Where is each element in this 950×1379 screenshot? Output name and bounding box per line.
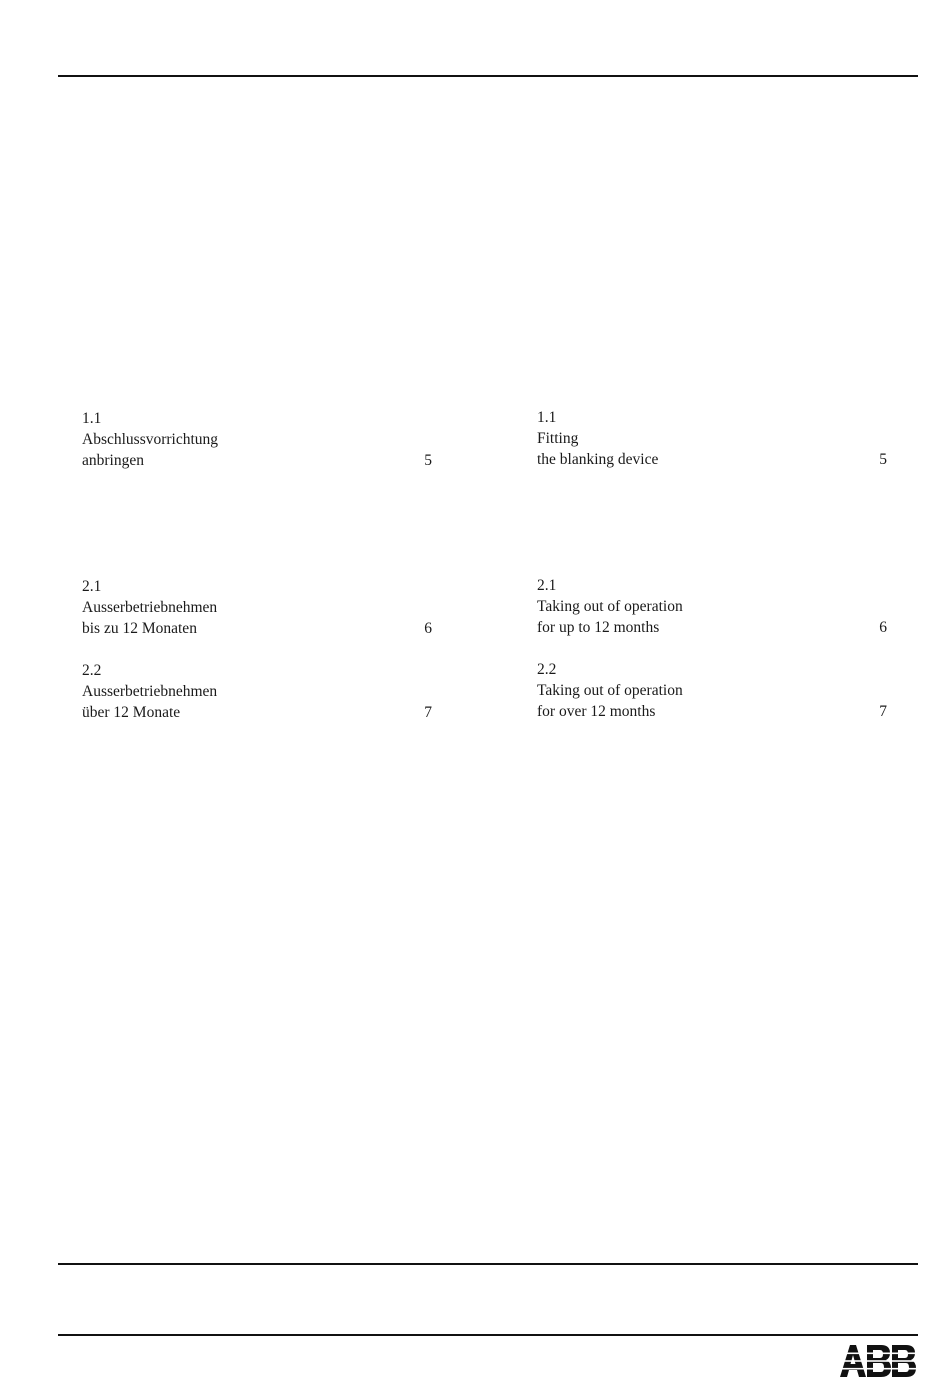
toc-entry[interactable] [82,660,432,723]
section-title-cont: for over 12 months [537,703,656,720]
header-rule [58,75,918,77]
section-title: Taking out of operation [537,682,683,699]
abb-logo-icon [840,1345,916,1377]
section-number: 1.1 [82,410,102,427]
page-number: 6 [424,620,432,637]
page-number: 7 [424,704,432,721]
toc-entry[interactable] [537,659,887,722]
section-title: Ausserbetriebnehmen [82,599,218,616]
section-title: Fitting [537,430,579,447]
toc-entry[interactable] [537,407,887,470]
section-title-cont: über 12 Monate [82,704,181,721]
toc-entry[interactable] [82,408,432,471]
page-number: 5 [879,451,887,468]
page-number: 7 [879,703,887,720]
section-title-cont: for up to 12 months [537,619,660,636]
section-title-cont: the blanking device [537,451,659,468]
section-number: 2.2 [82,662,102,679]
section-title: Ausserbetriebnehmen [82,683,218,700]
section-number: 2.2 [537,661,557,678]
section-number: 2.1 [82,578,102,595]
page-number: 5 [424,452,432,469]
section-title: Abschlussvorrichtung [82,431,219,448]
toc-entry[interactable] [537,575,887,638]
toc-entry[interactable] [82,576,432,639]
section-title: Taking out of operation [537,598,683,615]
footer-rule-upper [58,1263,918,1265]
section-title-cont: anbringen [82,452,144,469]
section-number: 1.1 [537,409,557,426]
section-number: 2.1 [537,577,557,594]
section-title-cont: bis zu 12 Monaten [82,620,197,637]
page-number: 6 [879,619,887,636]
footer-rule-lower [58,1334,918,1336]
